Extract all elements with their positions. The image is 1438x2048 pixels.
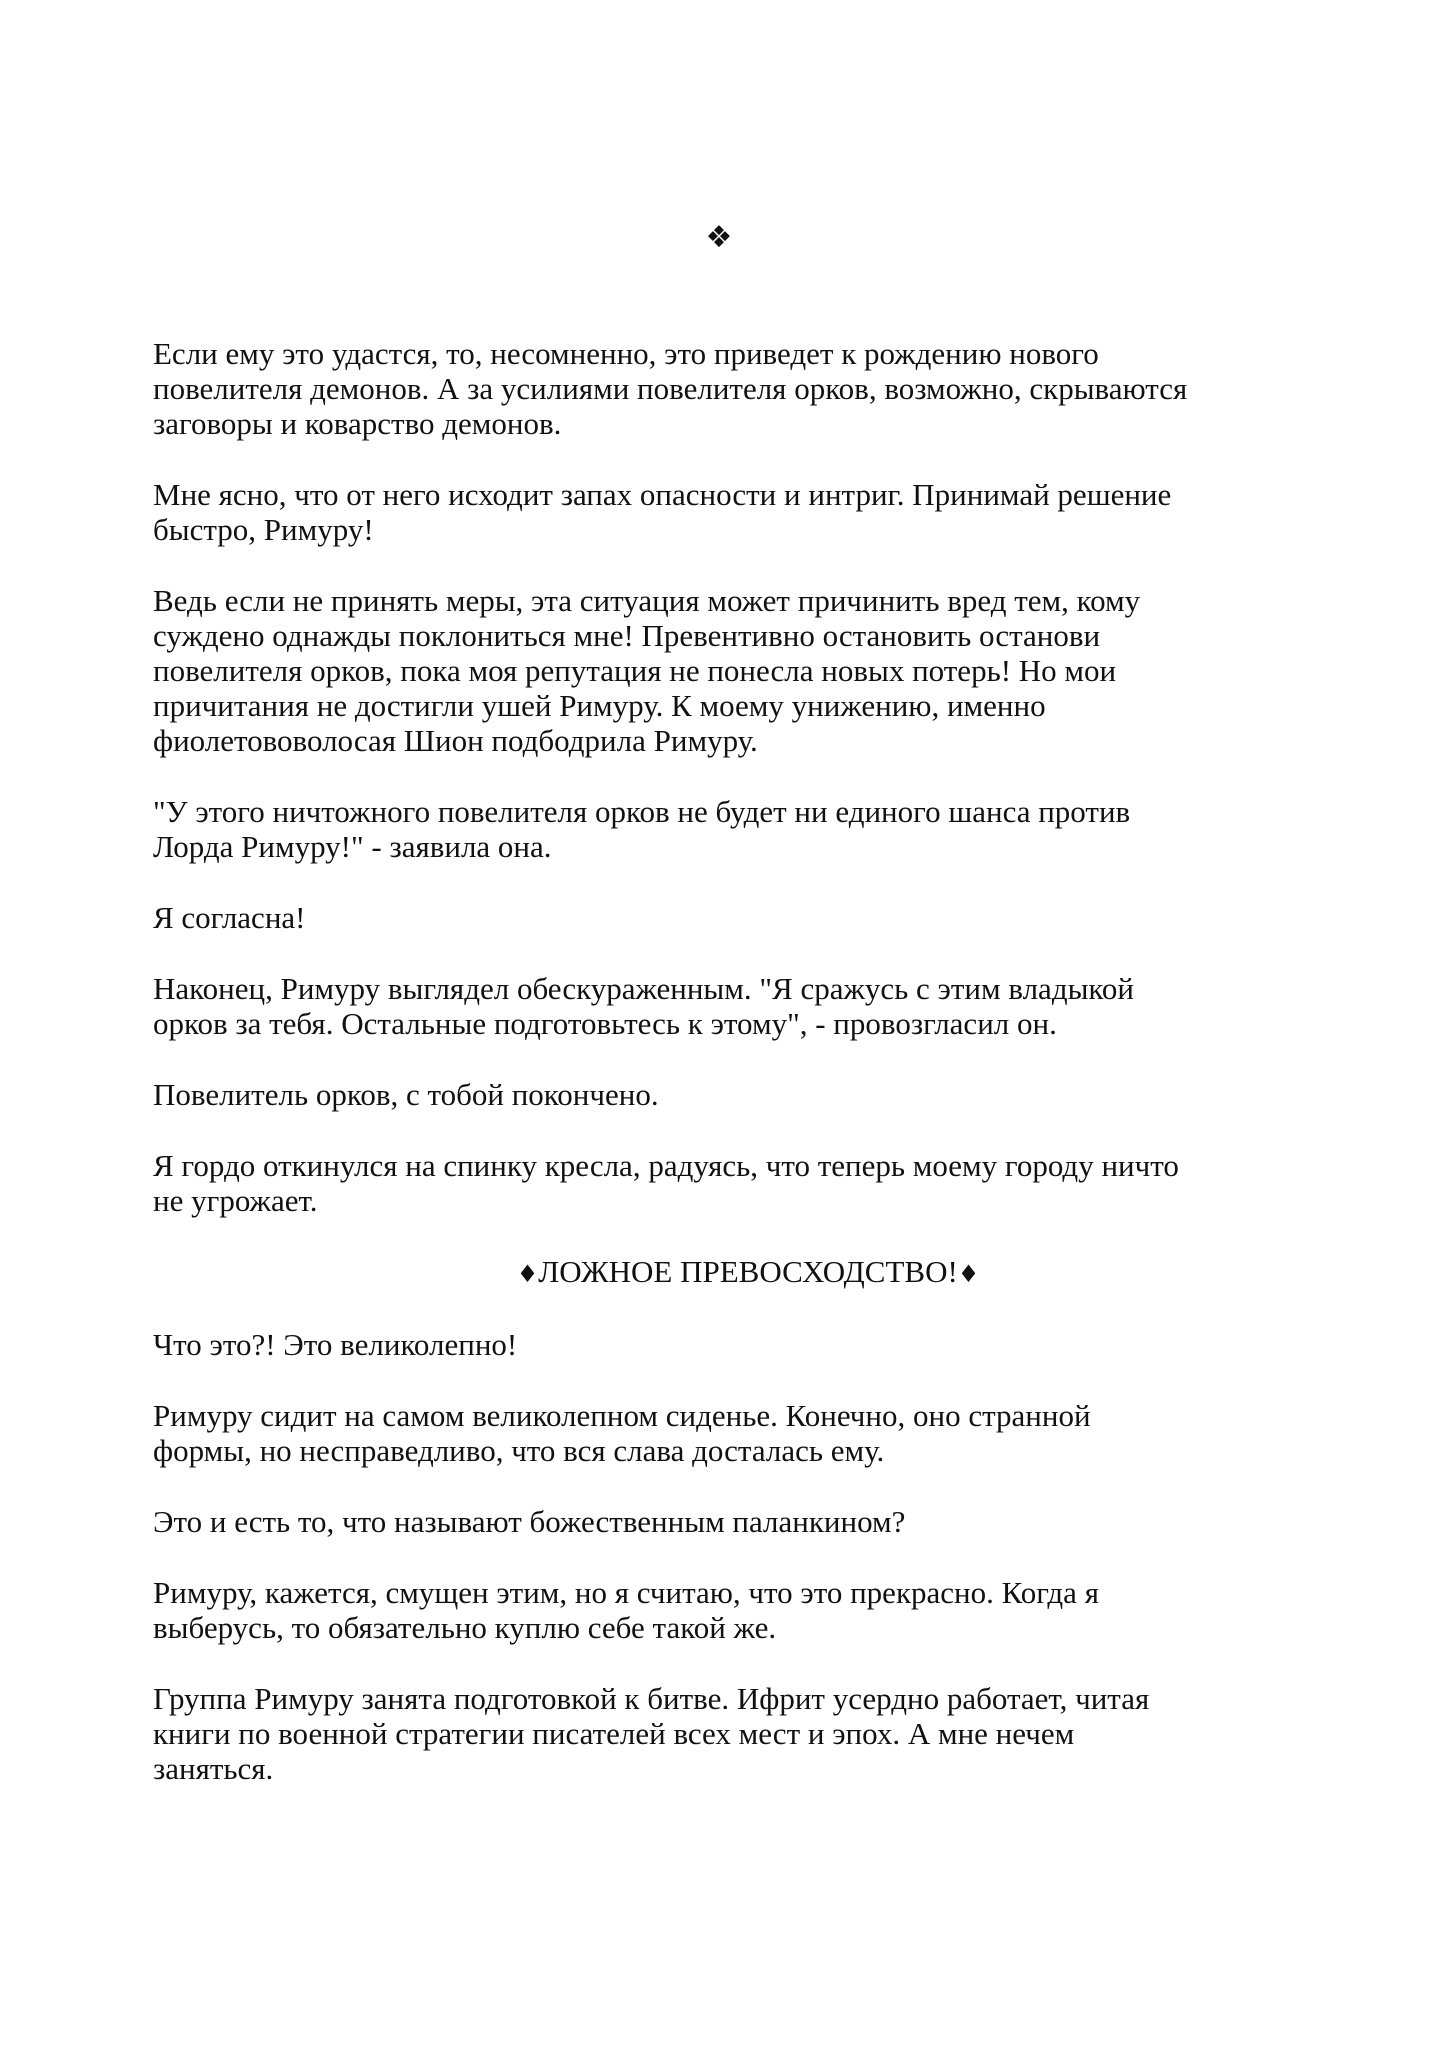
paragraph <box>153 1681 1343 1786</box>
paragraph-line: Римуру, кажется, смущен этим, но я считаю, что это прекрасно. Когда я <box>153 1575 1099 1610</box>
diamond-left-icon: ♦ <box>516 1260 539 1288</box>
section-heading-text: ЛОЖНОЕ ПРЕВОСХОДСТВО! <box>538 1254 958 1289</box>
paragraph-line: формы, но несправедливо, что вся слава досталась ему. <box>153 1433 885 1468</box>
paragraph <box>153 477 1343 547</box>
section-heading <box>153 1254 1343 1292</box>
paragraph-line: Лорда Римуру!" - заявила она. <box>153 829 552 864</box>
paragraph-line: выберусь, то обязательно куплю себе такой же. <box>153 1610 777 1645</box>
paragraph-line: Это и есть то, что называют божественным паланкином? <box>153 1504 906 1539</box>
paragraph <box>153 1398 1343 1468</box>
paragraph-line: Группа Римуру занята подготовкой к битве. Ифрит усердно работает, читая <box>153 1681 1150 1716</box>
diamond-right-icon: ♦ <box>957 1260 980 1288</box>
paragraph-line: не угрожает. <box>153 1183 318 1218</box>
paragraph-line: заняться. <box>153 1751 274 1786</box>
paragraphs-after <box>153 1327 1343 1786</box>
paragraph-line: быстро, Римуру! <box>153 512 374 547</box>
paragraph <box>153 583 1343 758</box>
paragraph-line: суждено однажды поклониться мне! Превентивно остановить останови <box>153 618 1101 653</box>
paragraph-line: повелителя демонов. А за усилиями повелителя орков, возможно, скрываются <box>153 371 1188 406</box>
paragraph-line: книги по военной стратегии писателей всех мест и эпох. А мне нечем <box>153 1716 1075 1751</box>
paragraph-line: "У этого ничтожного повелителя орков не будет ни единого шанса против <box>153 794 1131 829</box>
paragraph-line: причитания не достигли ушей Римуру. К моему унижению, именно <box>153 688 1046 723</box>
paragraph-line: Я гордо откинулся на спинку кресла, радуясь, что теперь моему городу ничто <box>153 1148 1179 1183</box>
paragraph-line: заговоры и коварство демонов. <box>153 406 562 441</box>
paragraphs-before <box>153 336 1343 1218</box>
paragraph-line: Римуру сидит на самом великолепном сиденье. Конечно, оно странной <box>153 1398 1091 1433</box>
paragraph <box>153 1327 1343 1362</box>
paragraph-line: фиолетововолосая Шион подбодрила Римуру. <box>153 723 758 758</box>
paragraph-line: орков за тебя. Остальные подготовьтесь к этому", - провозгласил он. <box>153 1006 1057 1041</box>
paragraph <box>153 1504 1343 1539</box>
paragraph <box>153 336 1343 441</box>
paragraph <box>153 900 1343 935</box>
paragraph-line: Повелитель орков, с тобой покончено. <box>153 1077 659 1112</box>
paragraph-line: Что это?! Это великолепно! <box>153 1327 518 1362</box>
paragraph-line: повелителя орков, пока моя репутация не понесла новых потерь! Но мои <box>153 653 1117 688</box>
paragraph-line: Я согласна! <box>153 900 306 935</box>
paragraph <box>153 1077 1343 1112</box>
paragraph <box>153 1575 1343 1645</box>
paragraph <box>153 1148 1343 1218</box>
paragraph-line: Ведь если не принять меры, эта ситуация может причинить вред тем, кому <box>153 583 1141 618</box>
body-text <box>153 336 1343 1822</box>
paragraph-line: Мне ясно, что от него исходит запах опасности и интриг. Принимай решение <box>153 477 1172 512</box>
paragraph <box>153 971 1343 1041</box>
paragraph-line: Если ему это удастся, то, несомненно, это приведет к рождению нового <box>153 336 1099 371</box>
paragraph-line: Наконец, Римуру выглядел обескураженным. "Я сражусь с этим владыкой <box>153 971 1134 1006</box>
paragraph <box>153 794 1343 864</box>
ornament-divider-icon: ❖ <box>705 220 733 255</box>
